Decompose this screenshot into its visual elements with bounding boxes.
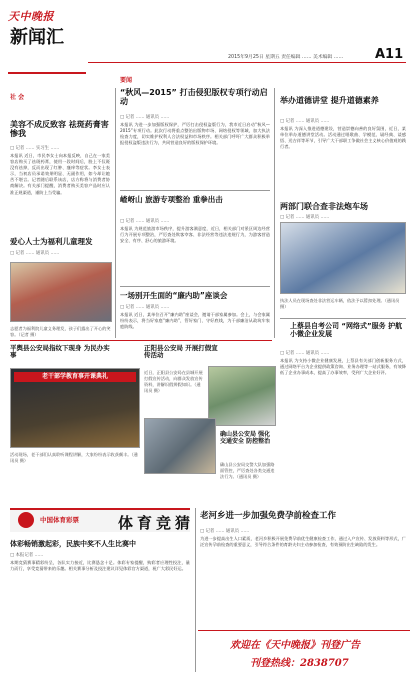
article-right2-title: 两部门联合查非法炮车场 <box>280 202 368 211</box>
article-left1-byline: □ 记者 …… 实习生 …… <box>10 146 60 151</box>
article-midleft-title: 平舆县公安局指纹下现身 为民办实事 <box>10 344 110 360</box>
article-center2-body: 本报讯 为规范旅游市场秩序，提升游客满意度，近日，相关部门对景区周边经营行为开展专项整治，严厉查处欺客宰客、非法经营等违法违规行为，为游客营造安全、有序、舒心的旅游环境。 <box>120 226 270 244</box>
photo-banner: 老干部学教育事开课典礼 <box>14 372 136 382</box>
article-midcenter-title: 正阳县公安局 开展打假宣传活动 <box>144 344 218 360</box>
article-right1-byline: □ 记者 …… 通讯员 …… <box>280 119 330 124</box>
photo-police-campaign <box>208 366 276 426</box>
article-right1-body: 本报讯 为深入推进道德建设，营造崇德向善的良好氛围，近日，某单位举办道德讲堂活动。活动通过唱歌曲、学模范、诵经典、谈感悟、送吉祥等环节，引导广大干部职工争做社会主义核心价值观的践行者。 <box>280 126 406 150</box>
article-left1-title: 美容不成反致容 祛斑药膏害惨我 <box>10 120 109 139</box>
masthead-logo: 天中晚报 <box>8 10 54 23</box>
article-center3-byline: □ 记者 …… 通讯员 …… <box>120 305 170 310</box>
article-center3-title: 一场别开生面的“廉内助”座谈会 <box>120 291 228 300</box>
section-label-society: 社 会 <box>10 94 25 101</box>
article-right3-body: 本报讯 为支持小微企业健康发展，上蔡县有关部门创新服务方式，通过网络平台为企业提供政策咨询、业务办理等一站式服务，有效降低了企业办事成本，提高了办事效率，受到广大企业好评。 <box>280 358 406 376</box>
article-midcenter2-caption: 确山县公安局交警大队加强路面管控，严厉查处各类交通违法行为。（通讯员 摄） <box>220 462 275 479</box>
ad-line1: 欢迎在《天中晚报》刊登广告 <box>230 640 360 651</box>
section-rule <box>280 318 406 319</box>
page-number: A11 <box>375 47 404 62</box>
column-rule <box>115 88 116 338</box>
article-left1-body: 本报讯 近日，市民李女士向本报反映，自己在一家美容店购买了祛斑药膏，使用一段时间后，脸上不仅斑没有祛掉，反而出现了红肿、瘙痒等症状。李女士表示，当初店员承诺效果明显、无副作用，如今却让她苦不堪言。记者随后联系该店，店方称将与消费者协商解决。有关部门提醒，消费者购买美容产品时应认准正规渠道，谨防上当受骗。 <box>10 153 110 195</box>
article-center2-byline: □ 记者 …… 通讯员 …… <box>120 219 170 224</box>
lottery-logo-icon <box>18 512 34 528</box>
masthead-divider <box>8 72 86 74</box>
section-rule-red <box>10 340 272 341</box>
article-right3-byline: □ 记者 …… 通讯员 …… <box>280 351 330 356</box>
column-rule <box>274 88 275 338</box>
article-center2-title: 嵖岈山 旅游专项整治 重拳出击 <box>120 195 223 204</box>
article-bottomright-byline: □ 记者 …… 通讯员 …… <box>200 529 250 534</box>
article-midcenter-caption: 近日，正阳县公安局在县城开展打假宣传活动，向群众发放宣传资料，讲解识假辨假知识。（通讯员 摄） <box>144 370 203 393</box>
section-title: 新闻汇 <box>10 27 64 48</box>
section-label-news: 要闻 <box>120 77 133 84</box>
photo-traffic-police <box>144 418 216 474</box>
sports-section-title: 体育竞猜 <box>118 514 195 532</box>
top-rule <box>88 62 406 63</box>
photo-car-inspection <box>280 222 406 294</box>
section-rule <box>120 286 270 287</box>
article-left2-byline: □ 记者 …… 通讯员 …… <box>10 251 60 256</box>
photo-haircut <box>10 262 112 322</box>
article-center1-body: 本报讯 为进一步加强版权保护，严厉打击侵权盗版行为，我市近日启动“秋风—2015”专项行动。此次行动将重点整治出版物市场、网络侵权等领域，加大执法检查力度，切实维护权利人合法权益和市场秩序。相关部门呼吁广大群众积极举报侵权盗版违法行为，共同营造良好的版权保护环境。 <box>120 122 270 146</box>
article-center1-byline: □ 记者 …… 通讯员 …… <box>120 115 170 120</box>
ad-phone: 刊登热线：2838707 <box>250 658 349 669</box>
dateline: 2015年9月25日 星期五 责任编辑 …… 美术编辑 …… <box>228 55 344 60</box>
sports-byline: □ 本报记者 …… <box>10 553 44 558</box>
article-right2-byline: □ 记者 …… 通讯员 …… <box>280 215 330 220</box>
article-bottomright-title: 老河乡进一步加强免费孕前检查工作 <box>200 511 337 521</box>
section-rule <box>120 190 270 191</box>
photo-haircut-caption: 志愿者为福利院儿童义务理发，孩子们露出了开心的笑容。（记者 摄） <box>10 326 111 337</box>
article-center3-body: 本报讯 近日，某单位召开“廉内助”座谈会，邀请干部家属参加。会上，与会家属纷纷表示，将当好家庭“廉内助”，管好家门、守好底线，为干部廉洁从政筑牢家庭防线。 <box>120 312 270 330</box>
article-right3-title: 上蔡县自考公司 “网络式”服务 护航小微企业发展 <box>290 322 403 339</box>
photo-classroom-caption: 活动现场，老干部们认真聆听课程讲解，大家纷纷表示收获颇丰。（通讯员 摄） <box>10 452 138 463</box>
article-center1-title: “秋风—2015” 打击侵犯版权专项行动启动 <box>120 88 268 107</box>
column-rule <box>195 508 196 672</box>
article-midcenter2-title: 确山县公安局 强化交通安全 防控整治 <box>220 431 271 445</box>
sports-body: 本期竞猜赛事精彩纷呈，各队实力接近，比赛悬念十足。体彩专家提醒，购彩者应理性投注，量力而行，享受竞猜带来的乐趣。相关赛事分析及投注建议详见体彩官方渠道，祝广大彩民好运。 <box>10 560 190 572</box>
article-right1-title: 举办道德讲堂 提升道德素养 <box>280 96 379 105</box>
photo-car-caption: 执法人员在现场查处非法营运车辆，依法予以暂扣处理。（通讯员 摄） <box>280 298 400 309</box>
article-bottomright-body: 为进一步提高出生人口素质，老河乡积极开展免费孕前优生健康检查工作，通过入户宣传、发放资料等形式，广泛宣传孕前检查的重要意义，引导符合条件的育龄夫妇主动参加检查，有效预防出生缺陷的发生。 <box>200 536 406 548</box>
lottery-name: 中国体育彩票 <box>40 516 79 524</box>
article-left2-title: 爱心人士为福利儿童理发 <box>10 237 93 246</box>
sports-headline: 体彩畅销激起彩，民族中奖不人生比赛中 <box>10 540 136 548</box>
